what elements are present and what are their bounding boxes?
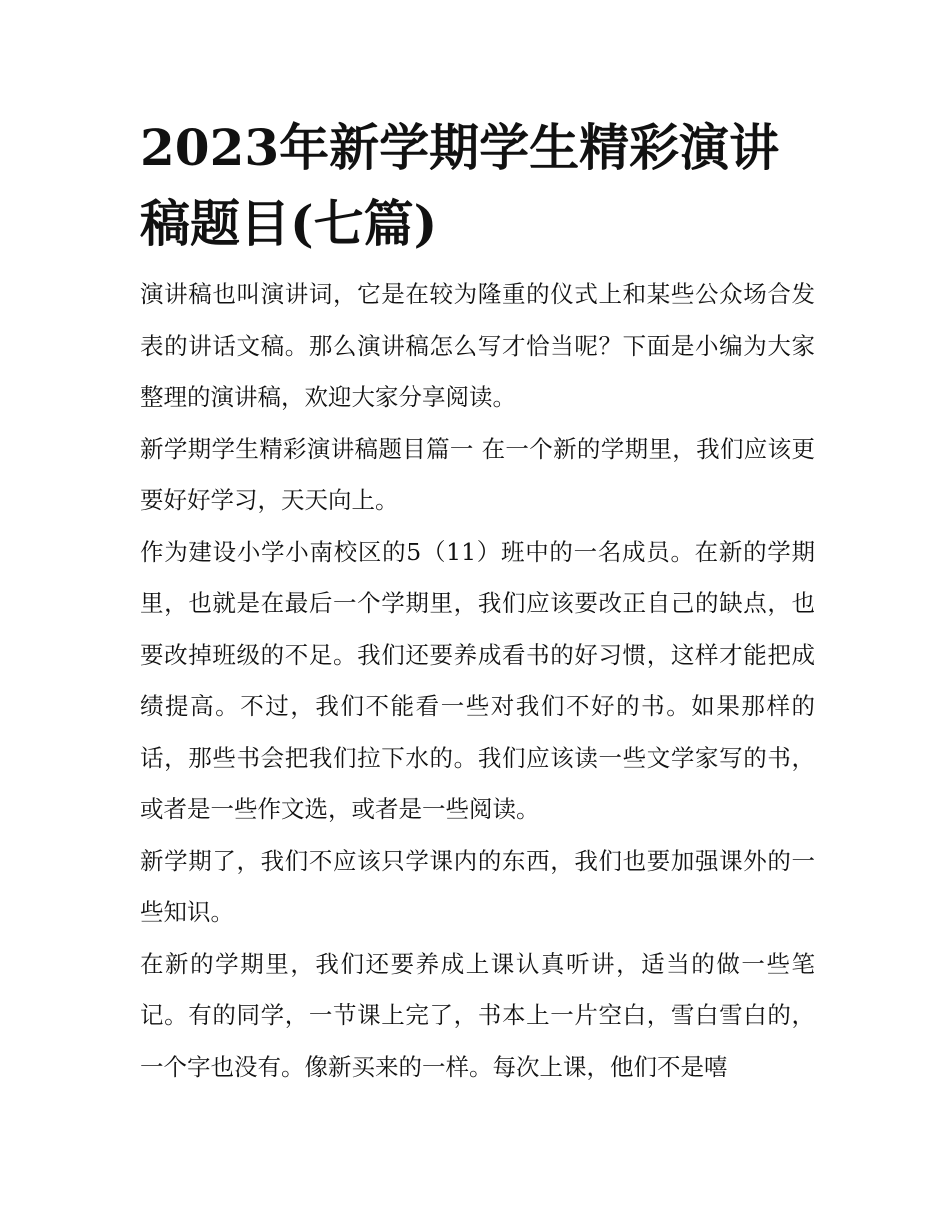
document-title: 2023年新学期学生精彩演讲稿题目(七篇) [140, 118, 780, 253]
paragraph-class-member: 作为建设小学小南校区的5（11）班中的一名成员。在新的学期里，也就是在最后一个学期里，我们应该要改正自己的缺点，也要改掉班级的不足。我们还要养成看书的好习惯，这样才能把成绩提高。不过，我们不能看一些对我们不好的书。如果那样的话，那些书会把我们拉下水的。我们应该读一些文学家写的书，或者是一些作文选，或者是一些阅读。 [140, 537, 815, 823]
paragraph-extracurricular: 新学期了，我们不应该只学课内的东西，我们也要加强课外的一些知识。 [140, 846, 815, 926]
paragraph-notes: 在新的学期里，我们还要养成上课认真听讲，适当的做一些笔记。有的同学，一节课上完了，书本上一片空白，雪白雪白的，一个字也没有。像新买来的一样。每次上课，他们不是嘻 [140, 949, 815, 1081]
document-body [140, 269, 815, 1093]
paragraph-intro: 演讲稿也叫演讲词，它是在较为隆重的仪式上和某些公众场合发表的讲话文稿。那么演讲稿怎么写才恰当呢？下面是小编为大家整理的演讲稿，欢迎大家分享阅读。 [140, 280, 815, 411]
paragraph-section-one-heading: 新学期学生精彩演讲稿题目篇一 在一个新的学期里，我们应该更要好好学习，天天向上。 [140, 434, 815, 514]
